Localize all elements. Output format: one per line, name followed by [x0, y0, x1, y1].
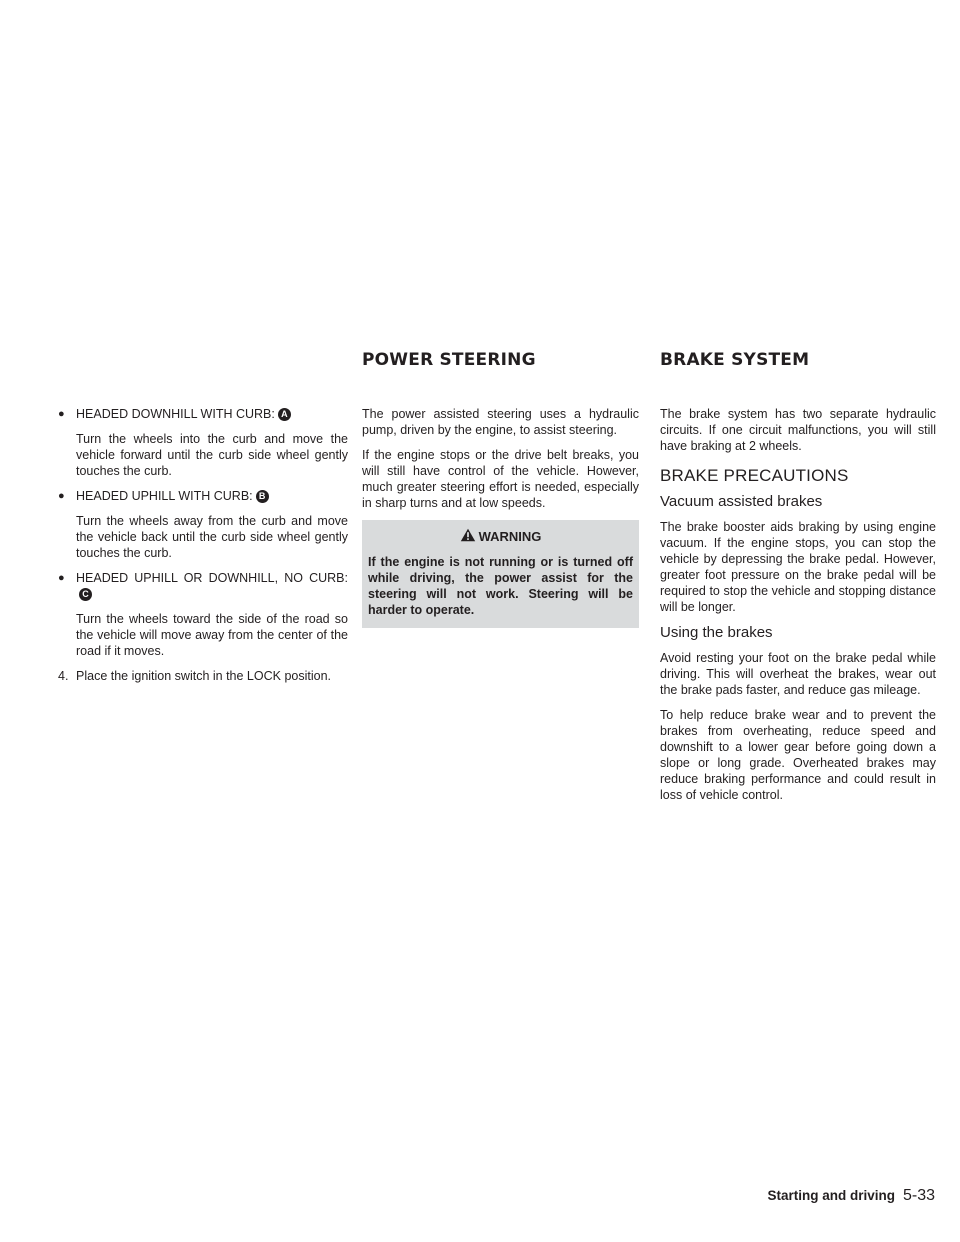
callout-a-icon: A [278, 408, 291, 421]
paragraph: The brake booster aids braking by using engine vacuum. If the engine stops, you can stop the vehicle by depressing the brake pedal. However, greater foot pressure on the brake pedal will be required to stop the vehicle and stopping distance will be longer. [660, 520, 936, 614]
paragraph: If the engine stops or the drive belt breaks, you will still have control of the vehicle. However, much greater steering effort is needed, especially in sharp turns and at low speeds. [362, 448, 639, 510]
column-brake-system [660, 406, 936, 812]
bullet-icon: ● [58, 408, 65, 420]
list-item [58, 488, 348, 504]
paragraph: The power assisted steering uses a hydraulic pump, driven by the engine, to assist steering. [362, 407, 639, 437]
item-description: Turn the wheels toward the side of the road so the vehicle will move away from the center of the road if it moves. [76, 612, 348, 658]
section-title: BRAKE PRECAUTIONS [660, 466, 849, 485]
step-number: 4. [58, 669, 69, 683]
paragraph: The brake system has two separate hydraulic circuits. If one circuit malfunctions, you will still have braking at 2 wheels. [660, 407, 936, 453]
subsection-title: Vacuum assisted brakes [660, 493, 823, 510]
list-item [58, 406, 348, 422]
callout-c-icon: C [79, 588, 92, 601]
page-footer [767, 1187, 935, 1205]
page-number: 5-33 [902, 1187, 935, 1204]
list-item [58, 570, 348, 602]
heading-brake-system: BRAKE SYSTEM [660, 350, 810, 370]
item-label: HEADED DOWNHILL WITH CURB: [76, 407, 275, 421]
item-description: Turn the wheels away from the curb and move the vehicle back until the curb side wheel gently touches the curb. [76, 514, 348, 560]
bullet-icon: ● [58, 572, 65, 584]
warning-title: WARNING [478, 529, 542, 544]
column-power-steering [362, 406, 639, 628]
bullet-icon: ● [58, 490, 65, 502]
item-label: HEADED UPHILL OR DOWNHILL, NO CURB: [76, 571, 348, 585]
warning-text: If the engine is not running or is turned off while driving, the power assist for the steering will not work. Steering will be harder to operate. [368, 555, 633, 617]
paragraph: Avoid resting your foot on the brake pedal while driving. This will overheat the brakes, wear out the brake pads faster, and reduce gas mileage. [660, 651, 936, 697]
warning-box [362, 520, 639, 628]
item-label: HEADED UPHILL WITH CURB: [76, 489, 253, 503]
column-parking-instructions [58, 406, 348, 684]
item-description: Turn the wheels into the curb and move the vehicle forward until the curb side wheel gently touches the curb. [76, 432, 348, 478]
heading-power-steering: POWER STEERING [362, 350, 536, 370]
paragraph: To help reduce brake wear and to prevent the brakes from overheating, reduce speed and downshift to a lower gear before going down a slope or long grade. Overheated brakes may reduce braking performance and could result in loss of vehicle control. [660, 708, 936, 802]
numbered-step [58, 668, 348, 684]
step-text: Place the ignition switch in the LOCK position. [76, 669, 331, 683]
callout-b-icon: B [256, 490, 269, 503]
warning-triangle-icon [460, 528, 476, 546]
subsection-title: Using the brakes [660, 624, 773, 641]
footer-section-title: Starting and driving [767, 1188, 895, 1203]
